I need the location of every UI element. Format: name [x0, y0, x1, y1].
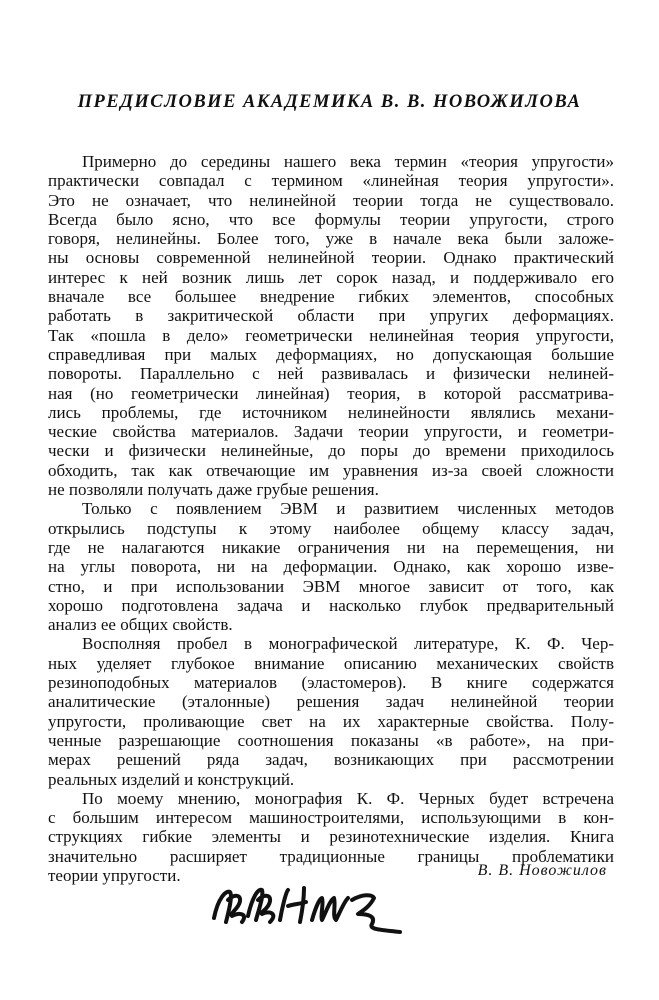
text-line: струкциях гибкие элементы и резинотехнические изделия. Книга: [48, 827, 614, 847]
paragraph-1: [48, 152, 614, 499]
text-line: не позволяли получать даже грубые решения.: [48, 480, 379, 500]
text-line: справедливая при малых деформациях, но допускающая большие: [48, 344, 614, 364]
text-line: Так «пошла в дело» геометрически нелинейная теория упругости,: [48, 325, 614, 345]
handwritten-signature: [208, 876, 408, 938]
text-line: с большим интересом машиностроителями, использующими в кон-: [48, 808, 614, 828]
text-line: лись проблемы, где источником нелинейности являлись механи-: [48, 402, 614, 422]
page-title: ПРЕДИСЛОВИЕ АКАДЕМИКА В. В. НОВОЖИЛОВА: [77, 92, 582, 112]
text-line: ченные разрешающие соотношения показаны «в работе», на при-: [48, 730, 614, 750]
text-line: на углы поворота, ни на деформации. Однако, как хорошо изве-: [48, 557, 614, 577]
text-line: Всегда было ясно, что все формулы теории упругости, строго: [48, 209, 614, 229]
text-line: интерес к ней возник лишь лет сорок назад, и поддерживало его: [48, 267, 614, 287]
text-line: теории упругости.: [48, 865, 181, 885]
text-line: анализ ее общих свойств.: [48, 615, 233, 635]
text-line: вначале все большее внедрение гибких элементов, способных: [48, 287, 614, 307]
text-line: Восполняя пробел в монографической литературе, К. Ф. Чер-: [82, 634, 614, 654]
text-line: хорошо подготовлена задача и насколько глубок предварительный: [48, 595, 614, 615]
paragraph-2: [48, 499, 614, 634]
text-line: ческие свойства материалов. Задачи теории упругости, и геометри-: [48, 422, 614, 442]
text-line: резиноподобных материалов (эластомеров). В книге содержатся: [48, 673, 614, 693]
text-line: где не налагаются никакие ограничения ни на перемещения, ни: [48, 537, 614, 557]
text-line: говоря, нелинейны. Более того, уже в начале века были заложе-: [48, 229, 614, 249]
text-line: Примерно до середины нашего века термин «теория упругости»: [82, 152, 614, 171]
text-line: упругости, проливающие свет на их характерные свойства. Полу-: [48, 711, 614, 731]
text-line: чески и физически нелинейные, до поры до времени приходилось: [48, 441, 614, 461]
text-line: Только с появлением ЭВМ и развитием численных методов: [82, 499, 614, 519]
text-line: обходить, так как отвечающие им уравнения из-за своей сложности: [48, 460, 614, 480]
text-line: ная (но геометрически линейная) теория, в которой рассматрива-: [48, 383, 614, 403]
text-line: По моему мнению, монография К. Ф. Черных будет встречена: [82, 788, 614, 808]
text-line: аналитические (эталонные) решения задач нелинейной теории: [48, 692, 614, 712]
author-name: В. В. Новожилов: [477, 862, 607, 879]
text-line: мерах решений ряда задач, возникающих при рассмотрении: [48, 750, 614, 770]
text-line: ных уделяет глубокое внимание описанию механических свойств: [48, 653, 614, 673]
text-line: значительно расширяет традиционные границы проблематики: [48, 846, 614, 866]
preface-body: [48, 152, 614, 885]
text-line: ны основы современной нелинейной теории. Однако практический: [48, 248, 614, 268]
text-line: повороты. Параллельно с ней развивалась и физически нелиней-: [48, 364, 614, 384]
text-line: работать в закритической области при упругих деформациях.: [48, 306, 614, 326]
paragraph-3: [48, 634, 614, 788]
text-line: открылись подступы к этому наиболее общему классу задач,: [48, 518, 614, 538]
text-line: реальных изделий и конструкций.: [48, 769, 295, 789]
text-line: Это не означает, что нелинейной теории тогда не существовало.: [48, 190, 614, 210]
text-line: практически совпадал с термином «линейная теория упругости».: [48, 171, 614, 191]
text-line: стно, и при использовании ЭВМ многое зависит от того, как: [48, 576, 614, 596]
